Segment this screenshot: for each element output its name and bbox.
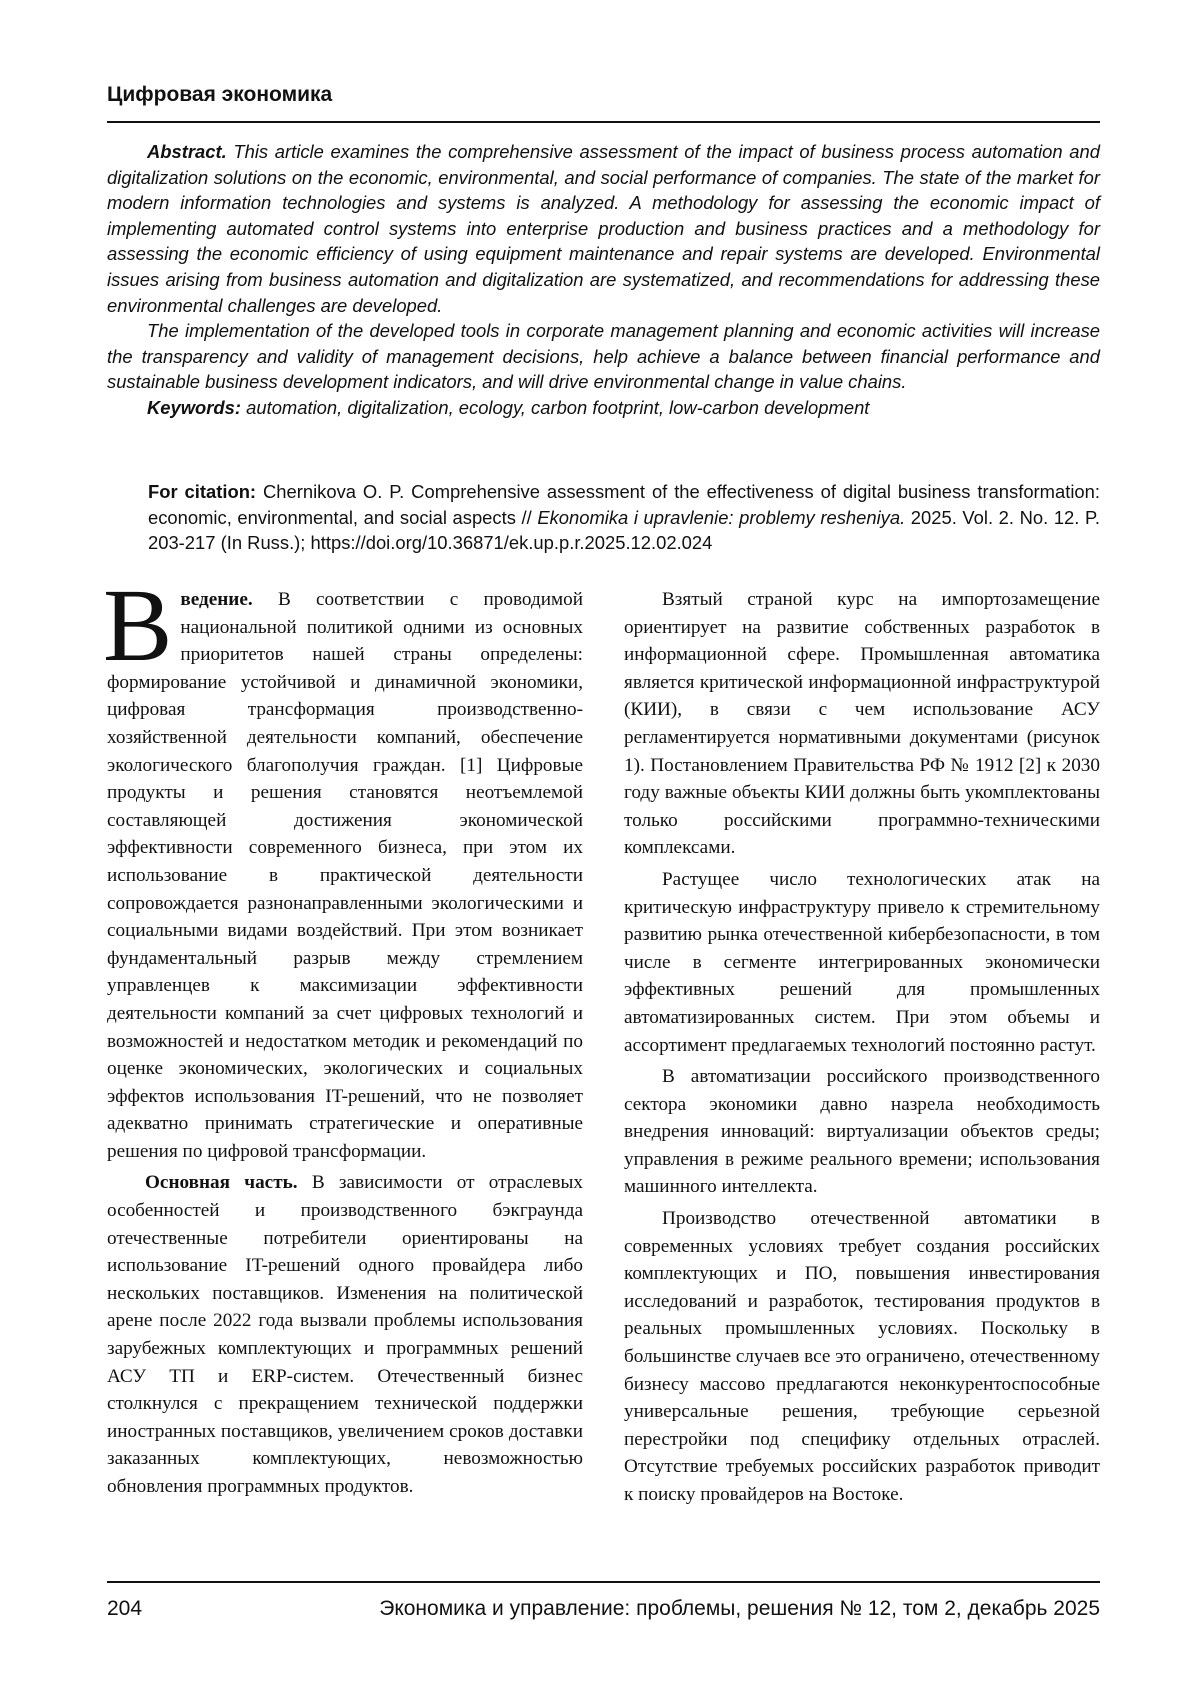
- right-paragraph-2: Растущее число технологических атак на критическую инфраструктуру привело к стремительному развитию рынка отечественной кибербезопасности, в том числе в сегменте интегрированных экономически эффективных решений для промышленных автоматизированных систем. При этом объемы и ассортимент предлагаемых технологий постоянно растут.: [624, 868, 1100, 1056]
- right-paragraph-3: В автоматизации российского производственного сектора экономики давно назрела необходимость внедрения инноваций: виртуализации объектов среды; управления в режиме реального времени; использования машинного интеллекта.: [624, 1066, 1100, 1198]
- citation-text-a: Chernikova O. P. Comprehensive assessment of the effectiveness of digital business transformation: economic, environmental, and social aspects //: [148, 481, 1100, 528]
- left-column: [103, 568, 583, 1505]
- main-part-label: Основная часть.: [145, 1172, 298, 1194]
- keywords-text: automation, digitalization, ecology, carbon footprint, low-carbon development: [241, 396, 870, 418]
- intro-label: ведение.: [180, 589, 253, 610]
- drop-cap: В: [103, 568, 173, 683]
- right-column: [624, 586, 1100, 1513]
- page-number: 204: [107, 1597, 143, 1620]
- intro-text: В соответствии с проводимой национальной политикой одними из основных приоритетов нашей страны определены: формирование устойчивой и динамичной экономики, цифровая трансформация производственно-хозяйственной деятельности компаний, обеспечение экологического благополучия граждан. [1] Цифровые продукты и решения становятся неотъемлемой составляющей достижения экономической эффективности современного бизнеса, при этом их использование в практической деятельности сопровождается разнонаправленными экологическими и социальными видами воздействий. При этом возникает фундаментальный разрыв между стремлением управленцев к максимизации эффективности деятельности компаний за счет цифровых технологий и возможностей и недостатком методик и рекомендаций по оценке экономических, экологических и социальных эффектов использования IT-решений, что не позволяет адекватно принимать стратегические и оперативные решения по цифровой трансформации.: [107, 589, 583, 1162]
- section-title: Цифровая экономика: [107, 83, 333, 106]
- citation-journal: Ekonomika i upravlenie: problemy resheniya.: [537, 506, 906, 528]
- keywords-paragraph: [107, 395, 1100, 421]
- header-divider: [107, 121, 1100, 123]
- abstract-label: Abstract.: [147, 141, 227, 162]
- citation-block: [148, 479, 1100, 556]
- abstract-paragraph-2: The implementation of the developed tools in corporate management planning and economic activities will increase the transparency and validity of management decisions, help achieve a balance between financial performance and sustainable business development indicators, and will drive environmental change in value chains.: [107, 320, 1100, 393]
- journal-footer: Экономика и управление: проблемы, решения № 12, том 2, декабрь 2025: [379, 1597, 1100, 1620]
- citation-text-b: 2025. Vol. 2. No. 12. P. 203-217 (In Russ.); https://doi.org/10.36871/ek.up.p.r.2025.12.02.024: [148, 506, 1100, 554]
- right-paragraph-1: Взятый страной курс на импортозамещение ориентирует на развитие собственных разработок в информационной сфере. Промышленная автоматика является критической информационной инфраструктурой (КИИ), в связи с чем использование АСУ регламентируется нормативными документами (рисунок 1). Постановлением Правительства РФ № 1912 [2] к 2030 году важные объекты КИИ должны быть укомплектованы только российскими программно-техническими комплексами.: [624, 589, 1100, 859]
- keywords-label: Keywords:: [147, 396, 242, 418]
- abstract-text-1: This article examines the comprehensive assessment of the impact of business process automation and digitalization solutions on the economic, environmental, and social performance of companies. The state of the market for modern information technologies and systems is analyzed. A methodology for assessing the economic impact of implementing automated control systems into enterprise production and business practices and a methodology for assessing the economic efficiency of using equipment maintenance and repair systems are developed. Environmental issues arising from business automation and digitalization are systematized, and recommendations for addressing these environmental challenges are developed.: [107, 141, 1100, 316]
- citation-label: For citation:: [148, 481, 257, 502]
- footer-divider: [107, 1581, 1100, 1583]
- abstract-block: [107, 139, 1100, 421]
- abstract-paragraph-1: [107, 139, 1100, 318]
- intro-paragraph: [103, 568, 583, 1165]
- main-part-text: В зависимости от отраслевых особенностей и производственного бэкграунда отечественные потребители ориентированы на использование IT-решений одного провайдера либо нескольких поставщиков. Изменения на политической арене после 2022 года вызвали проблемы использования зарубежных комплектующих и программных решений АСУ ТП и ERP-систем. Отечественный бизнес столкнулся с прекращением технической поддержки иностранных поставщиков, увеличением сроков доставки заказанных комплектующих, невозможностью обновления программных продуктов.: [107, 1172, 583, 1497]
- right-paragraph-4: Производство отечественной автоматики в современных условиях требует создания российских комплектующих и ПО, повышения инвестирования исследований и разработок, тестирования продуктов в реальных промышленных условиях. Поскольку в большинстве случаев все это ограничено, отечественному бизнесу массово предлагаются неконкурентоспособные универсальные решения, требующие серьезной перестройки под специфику отдельных отраслей. Отсутствие требуемых российских разработок приводит к поиску провайдеров на Востоке.: [624, 1208, 1100, 1505]
- main-part-paragraph: [107, 1169, 583, 1500]
